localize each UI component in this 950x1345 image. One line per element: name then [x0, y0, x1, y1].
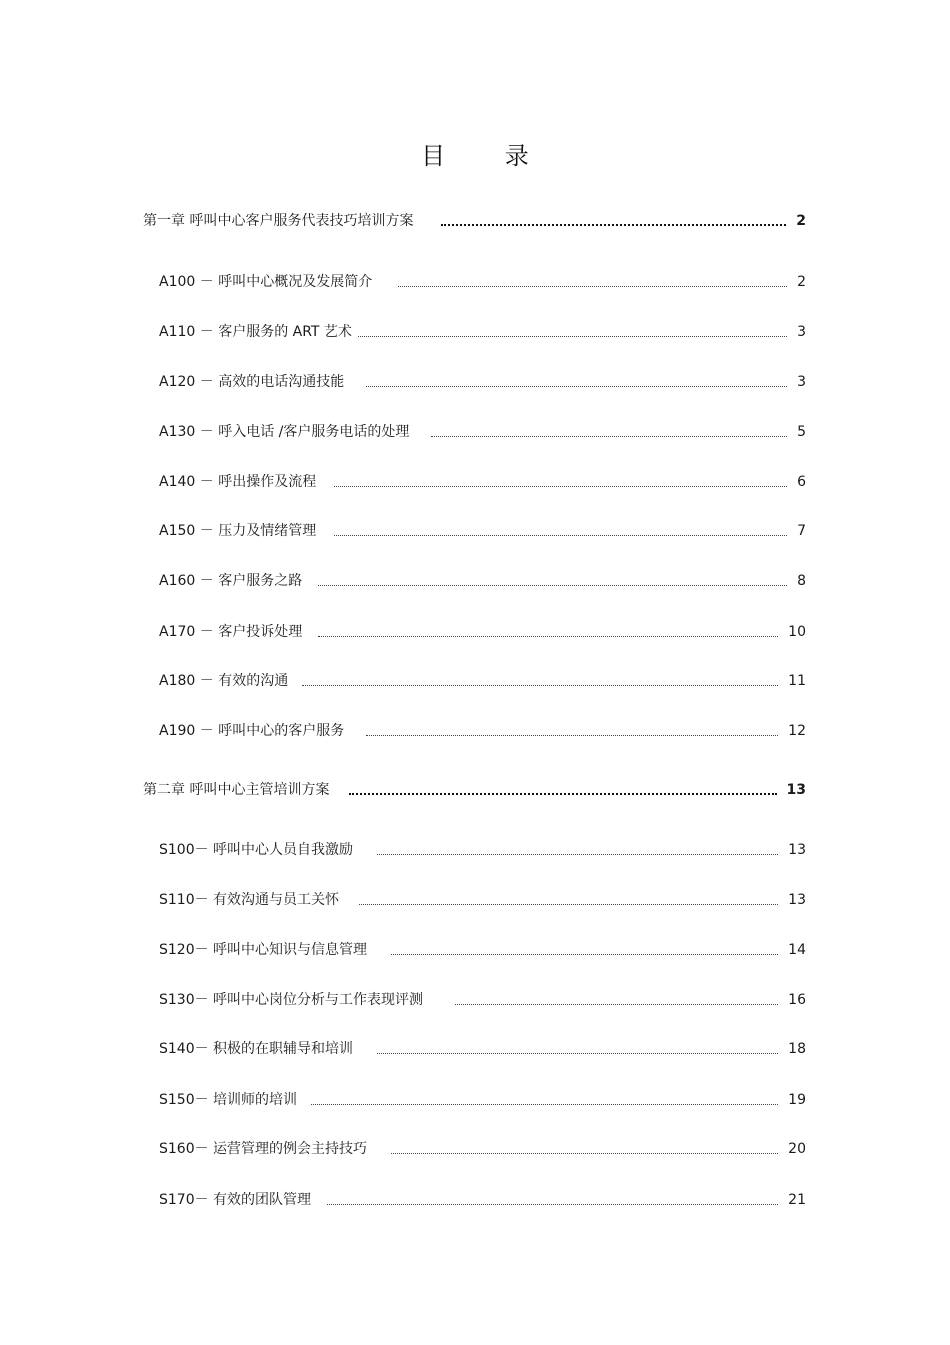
toc-chapter-1[interactable] — [143, 211, 806, 231]
toc-chapter-2[interactable] — [143, 780, 806, 800]
toc-leader — [318, 585, 787, 586]
toc-page-number: 18 — [788, 1041, 806, 1057]
toc-leader — [311, 1104, 778, 1105]
toc-entry-label: S130－ 呼叫中心岗位分析与工作表现评测 — [159, 992, 424, 1008]
toc-page-number: 12 — [788, 723, 806, 739]
toc-leader — [398, 286, 787, 287]
toc-page-number: 20 — [788, 1141, 806, 1157]
toc-section-s160[interactable] — [159, 1139, 806, 1159]
toc-leader — [366, 386, 787, 387]
toc-section-a160[interactable] — [159, 571, 806, 591]
toc-leader — [358, 336, 787, 337]
toc-leader — [302, 685, 778, 686]
toc-page-number: 13 — [788, 842, 806, 858]
toc-entry-label: A190 － 呼叫中心的客户服务 — [159, 723, 345, 739]
toc-page-number: 21 — [788, 1192, 806, 1208]
toc-page-number: 19 — [788, 1092, 806, 1108]
toc-entry-label: 第一章 呼叫中心客户服务代表技巧培训方案 — [143, 213, 414, 229]
toc-entry-label: A140 － 呼出操作及流程 — [159, 474, 317, 490]
toc-entry-label: S100－ 呼叫中心人员自我激励 — [159, 842, 354, 858]
toc-leader — [377, 854, 778, 855]
toc-page-number: 16 — [788, 992, 806, 1008]
toc-leader — [318, 636, 778, 637]
toc-page-number: 3 — [797, 374, 806, 390]
toc-section-a150[interactable] — [159, 521, 806, 541]
toc-entry-label: A110 － 客户服务的 ART 艺术 — [159, 324, 352, 340]
toc-leader — [455, 1004, 778, 1005]
toc-entry-label: S160－ 运营管理的例会主持技巧 — [159, 1141, 368, 1157]
toc-entry-label: S170－ 有效的团队管理 — [159, 1192, 312, 1208]
toc-entry-label: A150 － 压力及情绪管理 — [159, 523, 317, 539]
toc-entry-label: 第二章 呼叫中心主管培训方案 — [143, 782, 330, 798]
toc-leader — [334, 535, 787, 536]
toc-entry-label: A120 － 高效的电话沟通技能 — [159, 374, 345, 390]
toc-entry-label: S150－ 培训师的培训 — [159, 1092, 298, 1108]
toc-page-number: 10 — [788, 624, 806, 640]
toc-section-a170[interactable] — [159, 622, 806, 642]
toc-page-number: 11 — [788, 673, 806, 689]
toc-leader — [391, 954, 778, 955]
toc-section-a100[interactable] — [159, 272, 806, 292]
toc-section-a130[interactable] — [159, 422, 806, 442]
toc-entry-label: S120－ 呼叫中心知识与信息管理 — [159, 942, 368, 958]
toc-leader — [377, 1053, 778, 1054]
toc-page-number: 3 — [797, 324, 806, 340]
toc-page-number: 2 — [796, 213, 806, 229]
toc-section-a140[interactable] — [159, 472, 806, 492]
toc-entry-label: S110－ 有效沟通与员工关怀 — [159, 892, 340, 908]
toc-section-s170[interactable] — [159, 1190, 806, 1210]
toc-page-number: 8 — [797, 573, 806, 589]
toc-section-a110[interactable] — [159, 322, 806, 342]
toc-leader — [431, 436, 787, 437]
toc-leader — [327, 1204, 778, 1205]
toc-page-number: 2 — [797, 274, 806, 290]
toc-section-a120[interactable] — [159, 372, 806, 392]
toc-entry-label: A170 － 客户投诉处理 — [159, 624, 303, 640]
toc-entry-label: A130 － 呼入电话 /客户服务电话的处理 — [159, 424, 410, 440]
toc-entry-label: A180 － 有效的沟通 — [159, 673, 289, 689]
toc-section-s140[interactable] — [159, 1039, 806, 1059]
toc-leader — [391, 1153, 778, 1154]
toc-entry-label: A160 － 客户服务之路 — [159, 573, 303, 589]
toc-page-number: 6 — [797, 474, 806, 490]
toc-entry-label: S140－ 积极的在职辅导和培训 — [159, 1041, 354, 1057]
toc-section-a180[interactable] — [159, 671, 806, 691]
toc-section-a190[interactable] — [159, 721, 806, 741]
toc-section-s100[interactable] — [159, 840, 806, 860]
toc-entry-label: A100 － 呼叫中心概况及发展简介 — [159, 274, 373, 290]
toc-section-s120[interactable] — [159, 940, 806, 960]
toc-page-number: 7 — [797, 523, 806, 539]
toc-leader — [441, 224, 786, 226]
toc-page-number: 14 — [788, 942, 806, 958]
toc-page-number: 13 — [788, 892, 806, 908]
toc-section-s130[interactable] — [159, 990, 806, 1010]
toc-leader — [349, 793, 776, 795]
toc-page-number: 5 — [797, 424, 806, 440]
toc-title: 目 录 — [421, 142, 555, 170]
toc-section-s110[interactable] — [159, 890, 806, 910]
toc-page-number: 13 — [786, 782, 806, 798]
toc-leader — [334, 486, 787, 487]
toc-leader — [366, 735, 778, 736]
toc-leader — [359, 904, 778, 905]
toc-section-s150[interactable] — [159, 1090, 806, 1110]
